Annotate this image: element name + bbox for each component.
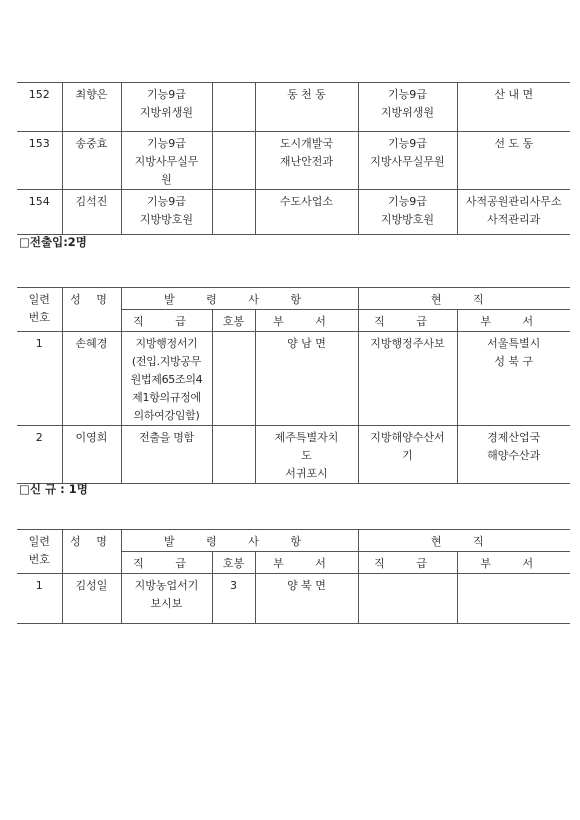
cell-cur-dept-text: 성 북 구 — [494, 355, 534, 368]
header-cur-grade: 직 급 — [358, 552, 457, 574]
cell-name-text: 김석진 — [75, 195, 108, 208]
header-name: 성 명 — [62, 530, 121, 574]
table-row — [17, 83, 570, 132]
cell-cur-grade-text: 지방위생원 — [380, 106, 435, 119]
cell-grade — [121, 426, 212, 484]
cell-cur-grade-text: 지방해양수산서 — [370, 431, 445, 444]
cell-cur-dept-text: 사적관리과 — [487, 213, 541, 226]
cell-cur-dept-text: 해양수산과 — [487, 449, 541, 462]
cell-cur-dept-text: 선 도 동 — [494, 137, 534, 150]
header-serial: 일련 번호 — [17, 288, 62, 332]
new-hire-table — [17, 529, 570, 624]
cell-hobong — [212, 574, 255, 624]
cell-cur-dept-text: 산 내 면 — [494, 88, 534, 101]
cell-name — [62, 132, 121, 190]
cell-serial — [17, 332, 62, 426]
cell-grade-text: 의하여강임함) — [133, 409, 200, 422]
cell-serial — [17, 190, 62, 235]
cell-serial-text: 152 — [28, 88, 50, 101]
cell-cur-grade-text: 기능9급 — [388, 137, 427, 150]
cell-hobong — [212, 132, 255, 190]
cell-cur-grade — [358, 332, 457, 426]
continuation-table — [17, 82, 570, 235]
cell-cur-grade-text: 지방행정주사보 — [370, 337, 445, 350]
cell-hobong — [212, 83, 255, 132]
cell-cur-dept — [457, 83, 570, 132]
cell-dept — [255, 83, 358, 132]
table-row — [17, 132, 570, 190]
header-grade: 직 급 — [121, 310, 212, 332]
table-row — [17, 332, 570, 426]
cell-dept — [255, 332, 358, 426]
cell-cur-dept — [457, 574, 570, 624]
cell-name-text: 최향은 — [75, 88, 108, 101]
cell-grade-text: 지방농업서기 — [134, 579, 199, 592]
header-appointment: 발 령 사 항 — [121, 530, 358, 552]
cell-name-text: 이영희 — [75, 431, 108, 444]
cell-dept-text: 서귀포시 — [285, 467, 328, 480]
cell-grade-text: (전입.지방공무 — [131, 355, 202, 368]
cell-cur-grade — [358, 83, 457, 132]
table-row — [17, 190, 570, 235]
cell-cur-dept-text: 서울특별시 — [487, 337, 541, 350]
cell-grade-text: 기능9급 — [147, 137, 186, 150]
header-serial: 일련 번호 — [17, 530, 62, 574]
header-cur-dept: 부 서 — [457, 310, 570, 332]
cell-serial-text: 1 — [35, 337, 43, 350]
cell-cur-grade-text: 지방방호원 — [380, 213, 435, 226]
cell-cur-grade-text: 기능9급 — [388, 195, 427, 208]
cell-serial — [17, 132, 62, 190]
header-appointment: 발 령 사 항 — [121, 288, 358, 310]
cell-grade-text: 원법제65조의4 — [130, 373, 203, 386]
header-hobong: 호봉 — [212, 552, 255, 574]
cell-hobong — [212, 426, 255, 484]
cell-cur-grade — [358, 190, 457, 235]
cell-hobong — [212, 332, 255, 426]
cell-serial-text: 153 — [28, 137, 50, 150]
cell-dept — [255, 426, 358, 484]
cell-cur-grade-text: 기능9급 — [388, 88, 427, 101]
header-cur-grade: 직 급 — [358, 310, 457, 332]
table-row — [17, 574, 570, 624]
cell-dept — [255, 574, 358, 624]
section-title-new-hire: □신 규 : 1명 — [19, 482, 88, 496]
cell-grade-text: 지방위생원 — [139, 106, 194, 119]
cell-dept-text: 양 남 면 — [287, 337, 326, 350]
cell-cur-dept — [457, 190, 570, 235]
cell-serial-text: 154 — [28, 195, 50, 208]
cell-grade-text: 지방행정서기 — [135, 337, 198, 350]
cell-name — [62, 426, 121, 484]
cell-dept-text: 동 천 동 — [287, 88, 326, 101]
cell-grade — [121, 574, 212, 624]
cell-cur-dept-text: 사적공원관리사무소 — [465, 195, 562, 208]
cell-grade-text: 기능9급 — [147, 195, 186, 208]
cell-serial — [17, 574, 62, 624]
cell-dept-text: 도시개발국 — [279, 137, 334, 150]
cell-serial-text: 1 — [35, 579, 43, 592]
transfer-table — [17, 287, 570, 484]
cell-cur-grade — [358, 426, 457, 484]
cell-cur-dept-text: 경제산업국 — [487, 431, 541, 444]
cell-dept-text: 수도사업소 — [279, 195, 334, 208]
header-current: 현 직 — [358, 530, 570, 552]
cell-cur-grade-text: 기 — [402, 449, 413, 462]
cell-grade — [121, 190, 212, 235]
cell-cur-grade — [358, 132, 457, 190]
cell-grade-text: 원 — [161, 173, 172, 186]
cell-dept — [255, 190, 358, 235]
cell-grade — [121, 132, 212, 190]
cell-dept-text: 도 — [301, 449, 312, 462]
header-dept: 부 서 — [255, 552, 358, 574]
cell-grade-text: 보시보 — [150, 597, 183, 610]
cell-serial — [17, 83, 62, 132]
cell-name — [62, 190, 121, 235]
cell-hobong — [212, 190, 255, 235]
cell-cur-dept — [457, 132, 570, 190]
cell-name — [62, 332, 121, 426]
header-name: 성 명 — [62, 288, 121, 332]
section-title-transfer: □전출입:2명 — [19, 235, 87, 249]
header-cur-dept: 부 서 — [457, 552, 570, 574]
cell-grade — [121, 83, 212, 132]
cell-dept-text: 재난안전과 — [279, 155, 334, 168]
cell-grade — [121, 332, 212, 426]
cell-grade-text: 지방사무실무 — [134, 155, 199, 168]
header-hobong: 호봉 — [212, 310, 255, 332]
cell-dept — [255, 132, 358, 190]
cell-dept-text: 제주특별자치 — [274, 431, 339, 444]
cell-hobong-text: 3 — [230, 579, 237, 592]
header-current: 현 직 — [358, 288, 570, 310]
cell-grade-text: 지방방호원 — [139, 213, 194, 226]
cell-name-text: 김성일 — [75, 579, 108, 592]
cell-cur-dept — [457, 332, 570, 426]
cell-grade-text: 전출을 명함 — [139, 431, 194, 444]
cell-grade-text: 기능9급 — [147, 88, 186, 101]
header-grade: 직 급 — [121, 552, 212, 574]
cell-name-text: 손혜경 — [75, 337, 108, 350]
cell-cur-grade — [358, 574, 457, 624]
header-dept: 부 서 — [255, 310, 358, 332]
cell-serial-text: 2 — [35, 431, 43, 444]
cell-name-text: 송중효 — [75, 137, 108, 150]
cell-name — [62, 83, 121, 132]
cell-cur-grade-text: 지방사무실무원 — [370, 155, 445, 168]
cell-serial — [17, 426, 62, 484]
table-row — [17, 426, 570, 484]
cell-grade-text: 제1항의규정에 — [132, 391, 201, 404]
cell-name — [62, 574, 121, 624]
cell-dept-text: 양 북 면 — [287, 579, 326, 592]
cell-cur-dept — [457, 426, 570, 484]
